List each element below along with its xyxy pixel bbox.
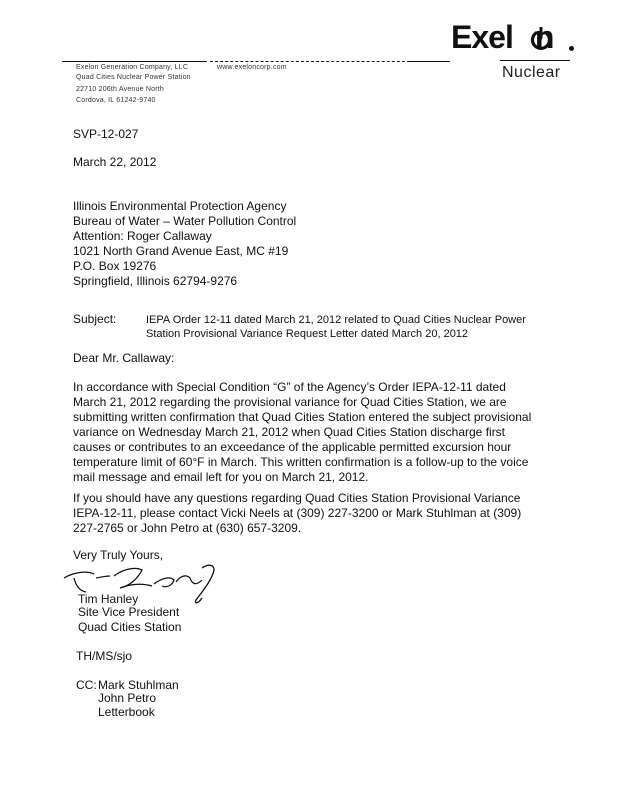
body-paragraph-1 — [73, 380, 531, 485]
letterhead-rule-right — [410, 61, 450, 62]
recipient-agency: Illinois Environmental Protection Agency — [73, 199, 287, 213]
typist-initials: TH/MS/sjo — [76, 649, 133, 663]
paragraph-line: In accordance with Special Condition “G” of the Agency’s Order IEPA-12-11 dated — [73, 380, 506, 394]
letterhead-address: 22710 206th Avenue North — [76, 86, 164, 93]
paragraph-line: variance on Wednesday March 21, 2012 when Quad Cities Station discharge first — [73, 425, 506, 439]
letterhead-rule — [62, 61, 207, 62]
letterhead-website: www.exeloncorp.com — [217, 64, 287, 71]
logo-underline — [500, 60, 570, 61]
paragraph-line: temperature limit of 60°F in March. This written confirmation is a follow-up to the voice — [73, 455, 529, 469]
exelon-logo — [451, 18, 577, 58]
subject-label: Subject: — [73, 312, 117, 326]
recipient-pobox: P.O. Box 19276 — [73, 259, 157, 273]
subject-line-1: IEPA Order 12-11 dated March 21, 2012 related to Quad Cities Nuclear Power — [146, 314, 526, 326]
signer-name: Tim Hanley — [78, 592, 139, 606]
recipient-city: Springfield, Illinois 62794-9276 — [73, 274, 238, 288]
letterhead-city: Cordova, IL 61242-9740 — [76, 97, 156, 104]
exelon-power-icon — [530, 27, 552, 53]
cc-recipient-3: Letterbook — [98, 705, 155, 719]
paragraph-line: IEPA-12-11, please contact Vicki Neels at (309) 227-3200 or Mark Stuhlman at (309) — [73, 506, 522, 520]
recipient-attention: Attention: Roger Callaway — [73, 229, 212, 243]
cc-recipient-2: John Petro — [98, 691, 157, 705]
paragraph-line: mail message and email left for you on March 21, 2012. — [73, 470, 369, 484]
logo-dot — [569, 46, 574, 51]
cc-label: CC: — [76, 678, 97, 692]
recipient-bureau: Bureau of Water – Water Pollution Control — [73, 214, 297, 228]
letter-date: March 22, 2012 — [73, 155, 157, 169]
closing: Very Truly Yours, — [73, 548, 164, 562]
cc-recipient-1: Mark Stuhlman — [98, 678, 179, 692]
paragraph-line: March 21, 2012 regarding the provisional variance for Quad Cities Station, we are — [73, 395, 507, 409]
paragraph-line: causes or contributes to an exceedance of the applicable permitted excursion hour — [73, 440, 512, 454]
recipient-block — [73, 199, 296, 289]
subject-text — [146, 313, 526, 341]
subject-line-2: Station Provisional Variance Request Letter dated March 20, 2012 — [146, 328, 469, 340]
exelon-wordmark: Exel n — [451, 19, 554, 55]
letterhead-rule-dashed — [210, 61, 410, 62]
logo-subtitle: Nuclear — [502, 64, 561, 81]
signer-org: Quad Cities Station — [78, 620, 182, 634]
letterhead-station: Quad Cities Nuclear Power Station — [76, 74, 191, 81]
reference-number: SVP-12-027 — [73, 127, 139, 141]
signer-title: Site Vice President — [78, 605, 180, 619]
salutation: Dear Mr. Callaway: — [73, 351, 175, 365]
letterhead-company: Exelon Generation Company, LLC — [76, 64, 189, 71]
recipient-street: 1021 North Grand Avenue East, MC #19 — [73, 244, 289, 258]
paragraph-line: submitting written confirmation that Quad Cities Station entered the subject provisional — [73, 410, 532, 424]
paragraph-line: 227-2765 or John Petro at (630) 657-3209. — [73, 521, 302, 535]
paragraph-line: If you should have any questions regarding Quad Cities Station Provisional Variance — [73, 491, 521, 505]
body-paragraph-2 — [73, 491, 521, 536]
